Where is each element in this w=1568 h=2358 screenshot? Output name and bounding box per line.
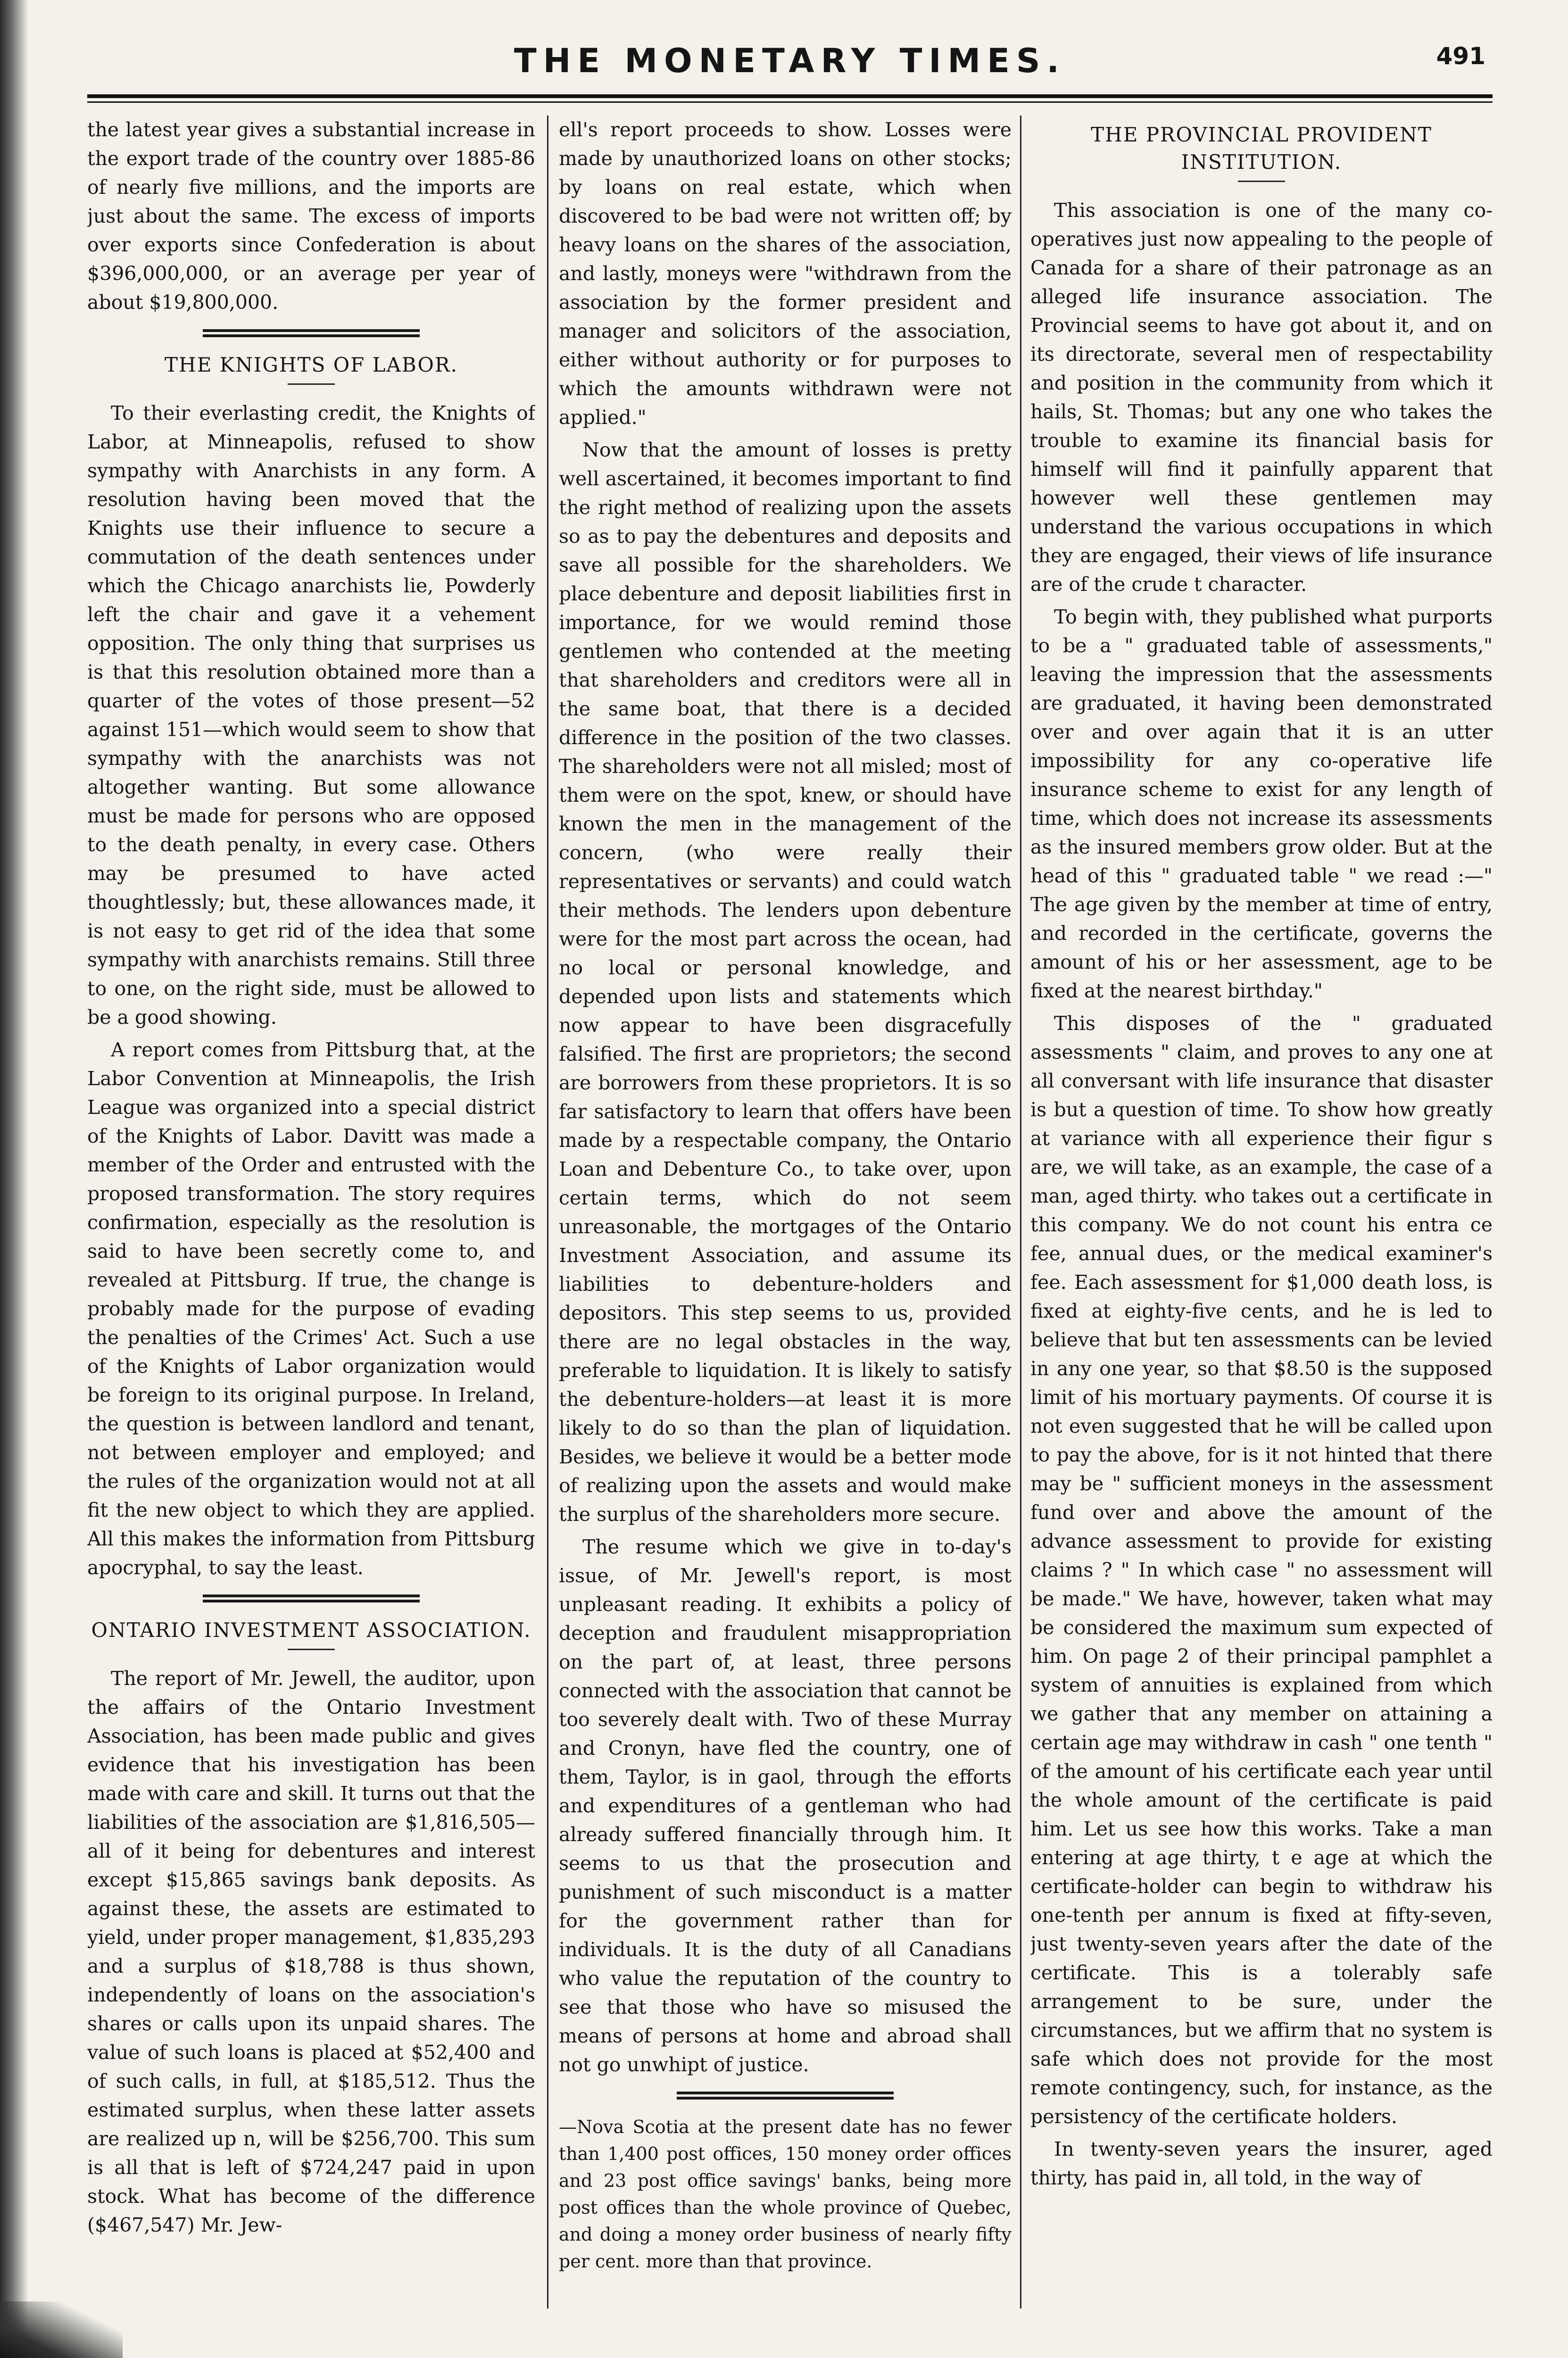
section-double-rule [203,1594,420,1602]
page-number: 491 [1436,42,1485,70]
column-2 [559,116,1012,2308]
column-divider-1 [547,116,548,2308]
ontario-investment-heading: ONTARIO INVESTMENT ASSOCIATION. [91,1619,531,1642]
nova-scotia-note: —Nova Scotia at the present date has no fewer than 1,400 post offices, 150 money order offices and 23 post office savings' banks, being more post offices than the whole province of Quebec, and doing a money order business of nearly fifty per cent. more than that province. [559,2117,1012,2272]
section-double-rule [203,329,420,337]
ontario-continued-paragraph: ell's report proceeds to show. Losses were made by unauthorized loans on other stocks; by loans on real estate, which when discovered to be bad were not written off; by heavy loans on the shares of the association, and lastly, moneys were "withdrawn from the association by the former president and manager and solicitors of the association, either without authority or for purposes to which the amounts withdrawn were not applied." [559,118,1012,429]
newspaper-title: THE MONETARY TIMES. [514,42,1066,80]
column-divider-2 [1020,116,1021,2308]
heading-rule [1238,181,1285,182]
masthead-rule-thin [87,101,1493,103]
scan-corner-blot [0,2301,123,2358]
provincial-paragraph-1: This association is one of the many co-operatives just now appealing to the people of Canada for a share of their patronage as an alleged life insurance association. The Provincial seems to have got about it, and on its directorate, several men of respectability and position in the community from which it hails, St. Thomas; but any one who takes the trouble to examine its financial basis for himself will find it painfully apparent that however well these gentlemen may understand the various occupations in which they are engaged, their views of life insurance are of the crude t character. [1030,199,1493,596]
column-1 [87,116,535,2308]
column-3 [1030,116,1493,2308]
masthead-rule-thick [87,94,1493,98]
provincial-provident-heading: THE PROVINCIAL PROVIDENT INSTITUTION. [1091,123,1432,174]
ontario-paragraph-3: The resume which we give in to-day's issue, of Mr. Jewell's report, is most unpleasant reading. It exhibits a policy of deception and fraudulent misappropriation on the part of, at least, three persons connected with the association that cannot be too severely dealt with. Two of these Murray and Cronyn, have fled the country, one of them, Taylor, is in gaol, through the efforts and expenditures of a gentleman who had already suffered financially through him. It seems to us that the prosecution and punishment of such misconduct is a matter for the government rather than for individuals. It is the duty of all Canadians who value the reputation of the country to see that those who have so misused the means of persons at home and abroad shall not go unwhipt of justice. [559,1536,1012,2076]
section-double-rule [677,2092,894,2100]
heading-rule [288,1649,335,1650]
ontario-paragraph-2: Now that the amount of losses is pretty well ascertained, it becomes important to find the right method of realizing upon the assets so as to pay the debentures and deposits and save all possible for the shareholders. We place debenture and deposit liabilities first in importance, for we would remind those gentlemen who contended at the meeting that shareholders and creditors were all in the same boat, that there is a decided difference in the position of the two classes. The shareholders were not all misled; most of them were on the spot, knew, or should have known the men in the management of the concern, (who were really their representatives or servants) and could watch their methods. The lenders upon debenture were for the most part across the ocean, had no local or personal knowledge, and depended upon lists and statements which now appear to have been disgracefully falsified. The first are proprietors; the second are borrowers from these proprietors. It is so far satisfactory to learn that offers have been made by a respectable company, the Ontario Loan and Debenture Co., to take over, upon certain terms, which do not seem unreasonable, the mortgages of the Ontario Investment Association, and assume its liabilities to debenture-holders and depositors. This step seems to us, provided there are no legal obstacles in the way, preferable to liquidation. It is likely to satisfy the debenture-holders—at least it is more likely to do so than the plan of liquidation. Besides, we believe it would be a better mode of realizing upon the assets and would make the surplus of the shareholders more secure. [559,439,1012,1526]
scan-shadow-edge [0,0,28,2358]
masthead [94,38,1485,94]
article-continuation-paragraph: the latest year gives a substantial increase in the export trade of the country over 1885-86 of nearly five millions, and the imports are just about the same. The excess of imports over exports since Confederation is about $396,000,000, or an average per year of about $19,800,000. [87,118,535,314]
ontario-paragraph-1: The report of Mr. Jewell, the auditor, upon the affairs of the Ontario Investment Association, has been made public and gives evidence that his investigation has been made with care and skill. It turns out that the liabilities of the association are $1,816,505—all of it being for debentures and interest except $15,865 savings bank deposits. As against these, the assets are estimated to yield, under proper management, $1,835,293 and a surplus of $18,788 is thus shown, independently of loans on the association's shares or calls upon its unpaid shares. The value of such loans is placed at $52,400 and of such calls, in full, at $185,512. Thus the estimated surplus, when these latter assets are realized up n, will be $256,700. This sum is all that is left of $724,247 paid in upon stock. What has become of the difference ($467,547) Mr. Jew- [87,1667,535,2236]
provincial-paragraph-4: In twenty-seven years the insurer, aged thirty, has paid in, all told, in the way of [1030,2138,1493,2189]
knights-paragraph-1: To their everlasting credit, the Knights of Labor, at Minneapolis, refused to show sympathy with Anarchists in any form. A resolution having been moved that the Knights use their influence to secure a commutation of the death sentences under which the Chicago anarchists lie, Powderly left the chair and gave it a vehement opposition. The only thing that surprises us is that this resolution obtained more than a quarter of the votes of those present—52 against 151—which would seem to show that sympathy with the anarchists was not altogether wanting. But some allowance must be made for persons who are opposed to the death penalty, in every case. Others may be presumed to have acted thoughtlessly; but, these allowances made, it is not easy to get rid of the idea that some sympathy with anarchists remains. Still three to one, on the right side, must be allowed to be a good showing. [87,402,535,1029]
heading-rule [288,383,335,385]
provincial-paragraph-2: To begin with, they published what purports to be a " graduated table of assessments," leaving the impression that the assessments are graduated, it having been demonstrated over and over again that it is an utter impossibility for any co-operative life insurance scheme to exist for any length of time, which does not increase its assessments as the insured members grow older. But at the head of this " graduated table " we read :—" The age given by the member at time of entry, and recorded in the certificate, governs the amount of his or her assessment, age to be fixed at the nearest birthday." [1030,606,1493,1002]
knights-of-labor-heading: THE KNIGHTS OF LABOR. [165,353,458,376]
knights-paragraph-2: A report comes from Pittsburg that, at the Labor Convention at Minneapolis, the Irish League was organized into a special district of the Knights of Labor. Davitt was made a member of the Order and entrusted with the proposed transformation. The story requires confirmation, especially as the resolution is said to have been secretly come to, and revealed at Pittsburg. If true, the change is probably made for the purpose of evading the penalties of the Crimes' Act. Such a use of the Knights of Labor organization would be foreign to its original purpose. In Ireland, the question is between landlord and tenant, not between employer and employed; and the rules of the organization would not at all fit the new object to which they are applied. All this makes the information from Pittsburg apocryphal, to say the least. [87,1038,535,1579]
provincial-paragraph-3: This disposes of the " graduated assessments " claim, and proves to any one at all conversant with life insurance that disaster is but a question of time. To show how greatly at variance with all experience their figur s are, we will take, as an example, the case of a man, aged thirty. who takes out a certificate in this company. We do not count his entra ce fee, annual dues, or the medical examiner's fee. Each assessment for $1,000 death loss, is fixed at eighty-five cents, and he is led to believe that but ten assessments can be levied in any one year, so that $8.50 is the supposed limit of his mortuary payments. Of course it is not even suggested that he will be called upon to pay the above, for is it not hinted that there may be " sufficient moneys in the assessment fund over and above the amount of the advance assessment to provide for existing claims ? " In which case " no assessment will be made." We have, however, taken what may be considered the maximum sum expected of him. On page 2 of their principal pamphlet a system of annuities is explained from which we gather that any member on attaining a certain age may withdraw in cash " one tenth " of the amount of his certificate each year until the whole amount of the certificate is paid him. Let us see how this works. Take a man entering at age thirty, t e age at which the certificate-holder can begin to withdraw his one-tenth per annum is fixed at fifty-seven, just twenty-seven years after the date of the certificate. This is a tolerably safe arrangement to be sure, under the circumstances, but we affirm that no system is safe which does not provide for the most remote contingency, such, for instance, as the persistency of the certificate holders. [1030,1012,1493,2128]
